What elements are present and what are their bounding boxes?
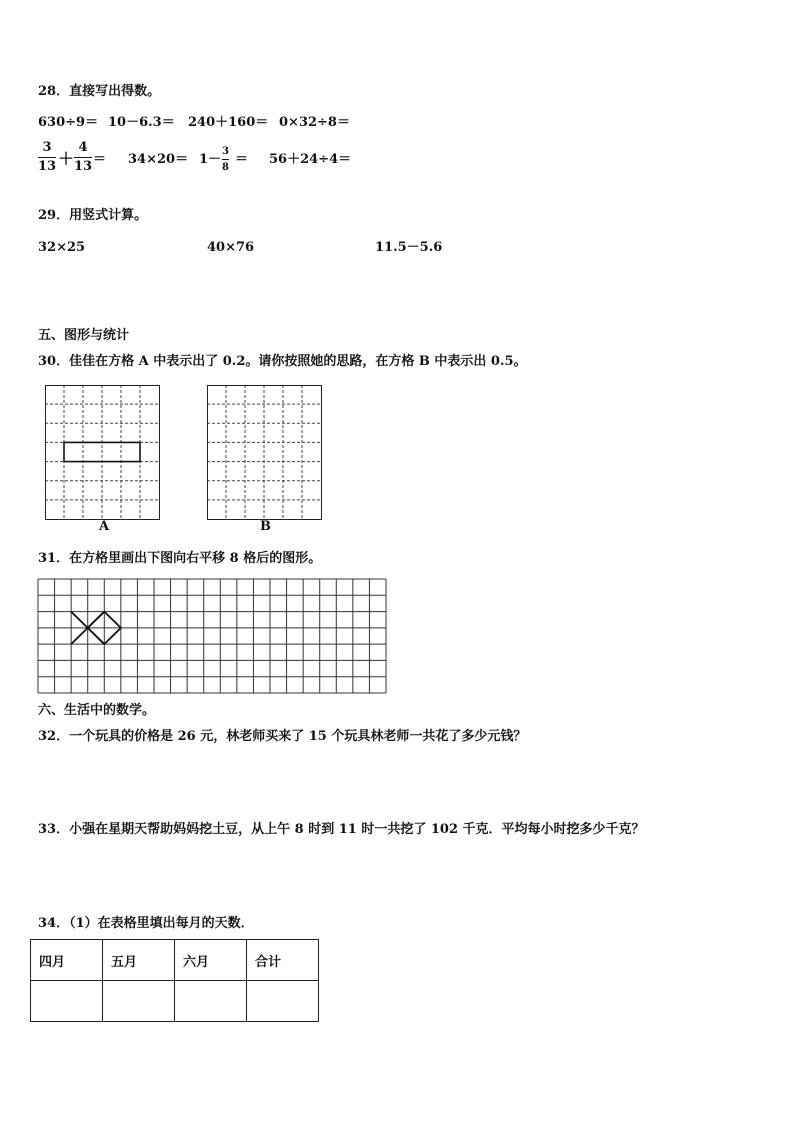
grid-b-label: B xyxy=(260,519,271,534)
q28-one-minus: 1－ xyxy=(199,152,222,167)
q28-item-34x20: 34×20＝ xyxy=(128,152,189,167)
answer-cell-april[interactable] xyxy=(31,981,103,1022)
fraction-denominator: 13 xyxy=(74,159,93,174)
q28-item-1: 630÷9＝ xyxy=(38,115,99,130)
header-cell-april: 四月 xyxy=(31,940,103,981)
fraction-3-13 xyxy=(38,141,56,174)
grid-a-label: A xyxy=(99,519,110,534)
q29-item-1: 32×25 xyxy=(38,240,86,255)
equals-sign: ＝ xyxy=(93,152,107,167)
q28-title: 28．直接写出得数。 xyxy=(38,84,161,99)
days-table xyxy=(30,939,319,1022)
q28-item-4: 0×32÷8＝ xyxy=(279,115,350,130)
header-cell-total: 合计 xyxy=(247,940,319,981)
q28-item-2: 10－6.3＝ xyxy=(108,115,175,130)
header-cell-june: 六月 xyxy=(175,940,247,981)
table-answer-row xyxy=(31,981,319,1022)
section-6-heading: 六、生活中的数学。 xyxy=(38,703,156,718)
header-cell-may: 五月 xyxy=(103,940,175,981)
answer-cell-may[interactable] xyxy=(103,981,175,1022)
grid-a xyxy=(45,385,160,520)
fraction-numerator: 3 xyxy=(42,140,52,155)
fraction-3-8 xyxy=(222,146,229,173)
answer-cell-june[interactable] xyxy=(175,981,247,1022)
grid-b[interactable] xyxy=(207,385,322,520)
fraction-numerator: 3 xyxy=(222,146,229,157)
q29-item-3: 11.5－5.6 xyxy=(375,240,443,255)
q29-title: 29．用竖式计算。 xyxy=(38,208,148,223)
q31-title: 31．在方格里画出下图向右平移 8 格后的图形。 xyxy=(38,551,322,566)
table-header-row xyxy=(31,940,319,981)
fraction-4-13 xyxy=(74,141,92,174)
fraction-bar xyxy=(38,157,56,158)
plus-sign: ＋ xyxy=(58,149,75,168)
q28-item-56: 56＋24÷4＝ xyxy=(269,152,352,167)
translation-grid[interactable] xyxy=(38,579,387,694)
fraction-numerator: 4 xyxy=(78,140,88,155)
fraction-denominator: 8 xyxy=(222,162,229,173)
q29-item-2: 40×76 xyxy=(207,240,255,255)
fraction-bar xyxy=(74,157,92,158)
q30-title: 30．佳佳在方格 A 中表示出了 0.2。请你按照她的思路，在方格 B 中表示出 0.5。 xyxy=(38,354,527,369)
section-5-heading: 五、图形与统计 xyxy=(38,328,130,343)
q28-item-3: 240＋160＝ xyxy=(188,115,269,130)
q32-title: 32．一个玩具的价格是 26 元，林老师买来了 15 个玩具林老师一共花了多少元钱？ xyxy=(38,729,527,744)
answer-cell-total[interactable] xyxy=(247,981,319,1022)
fraction-denominator: 13 xyxy=(38,159,57,174)
q34-title: 34．（1）在表格里填出每月的天数． xyxy=(38,916,254,931)
equals-sign: ＝ xyxy=(235,152,249,167)
q33-title: 33．小强在星期天帮助妈妈挖土豆，从上午 8 时到 11 时一共挖了 102 千克．平均每小时挖多少千克？ xyxy=(38,822,645,837)
fraction-bar xyxy=(222,159,229,160)
